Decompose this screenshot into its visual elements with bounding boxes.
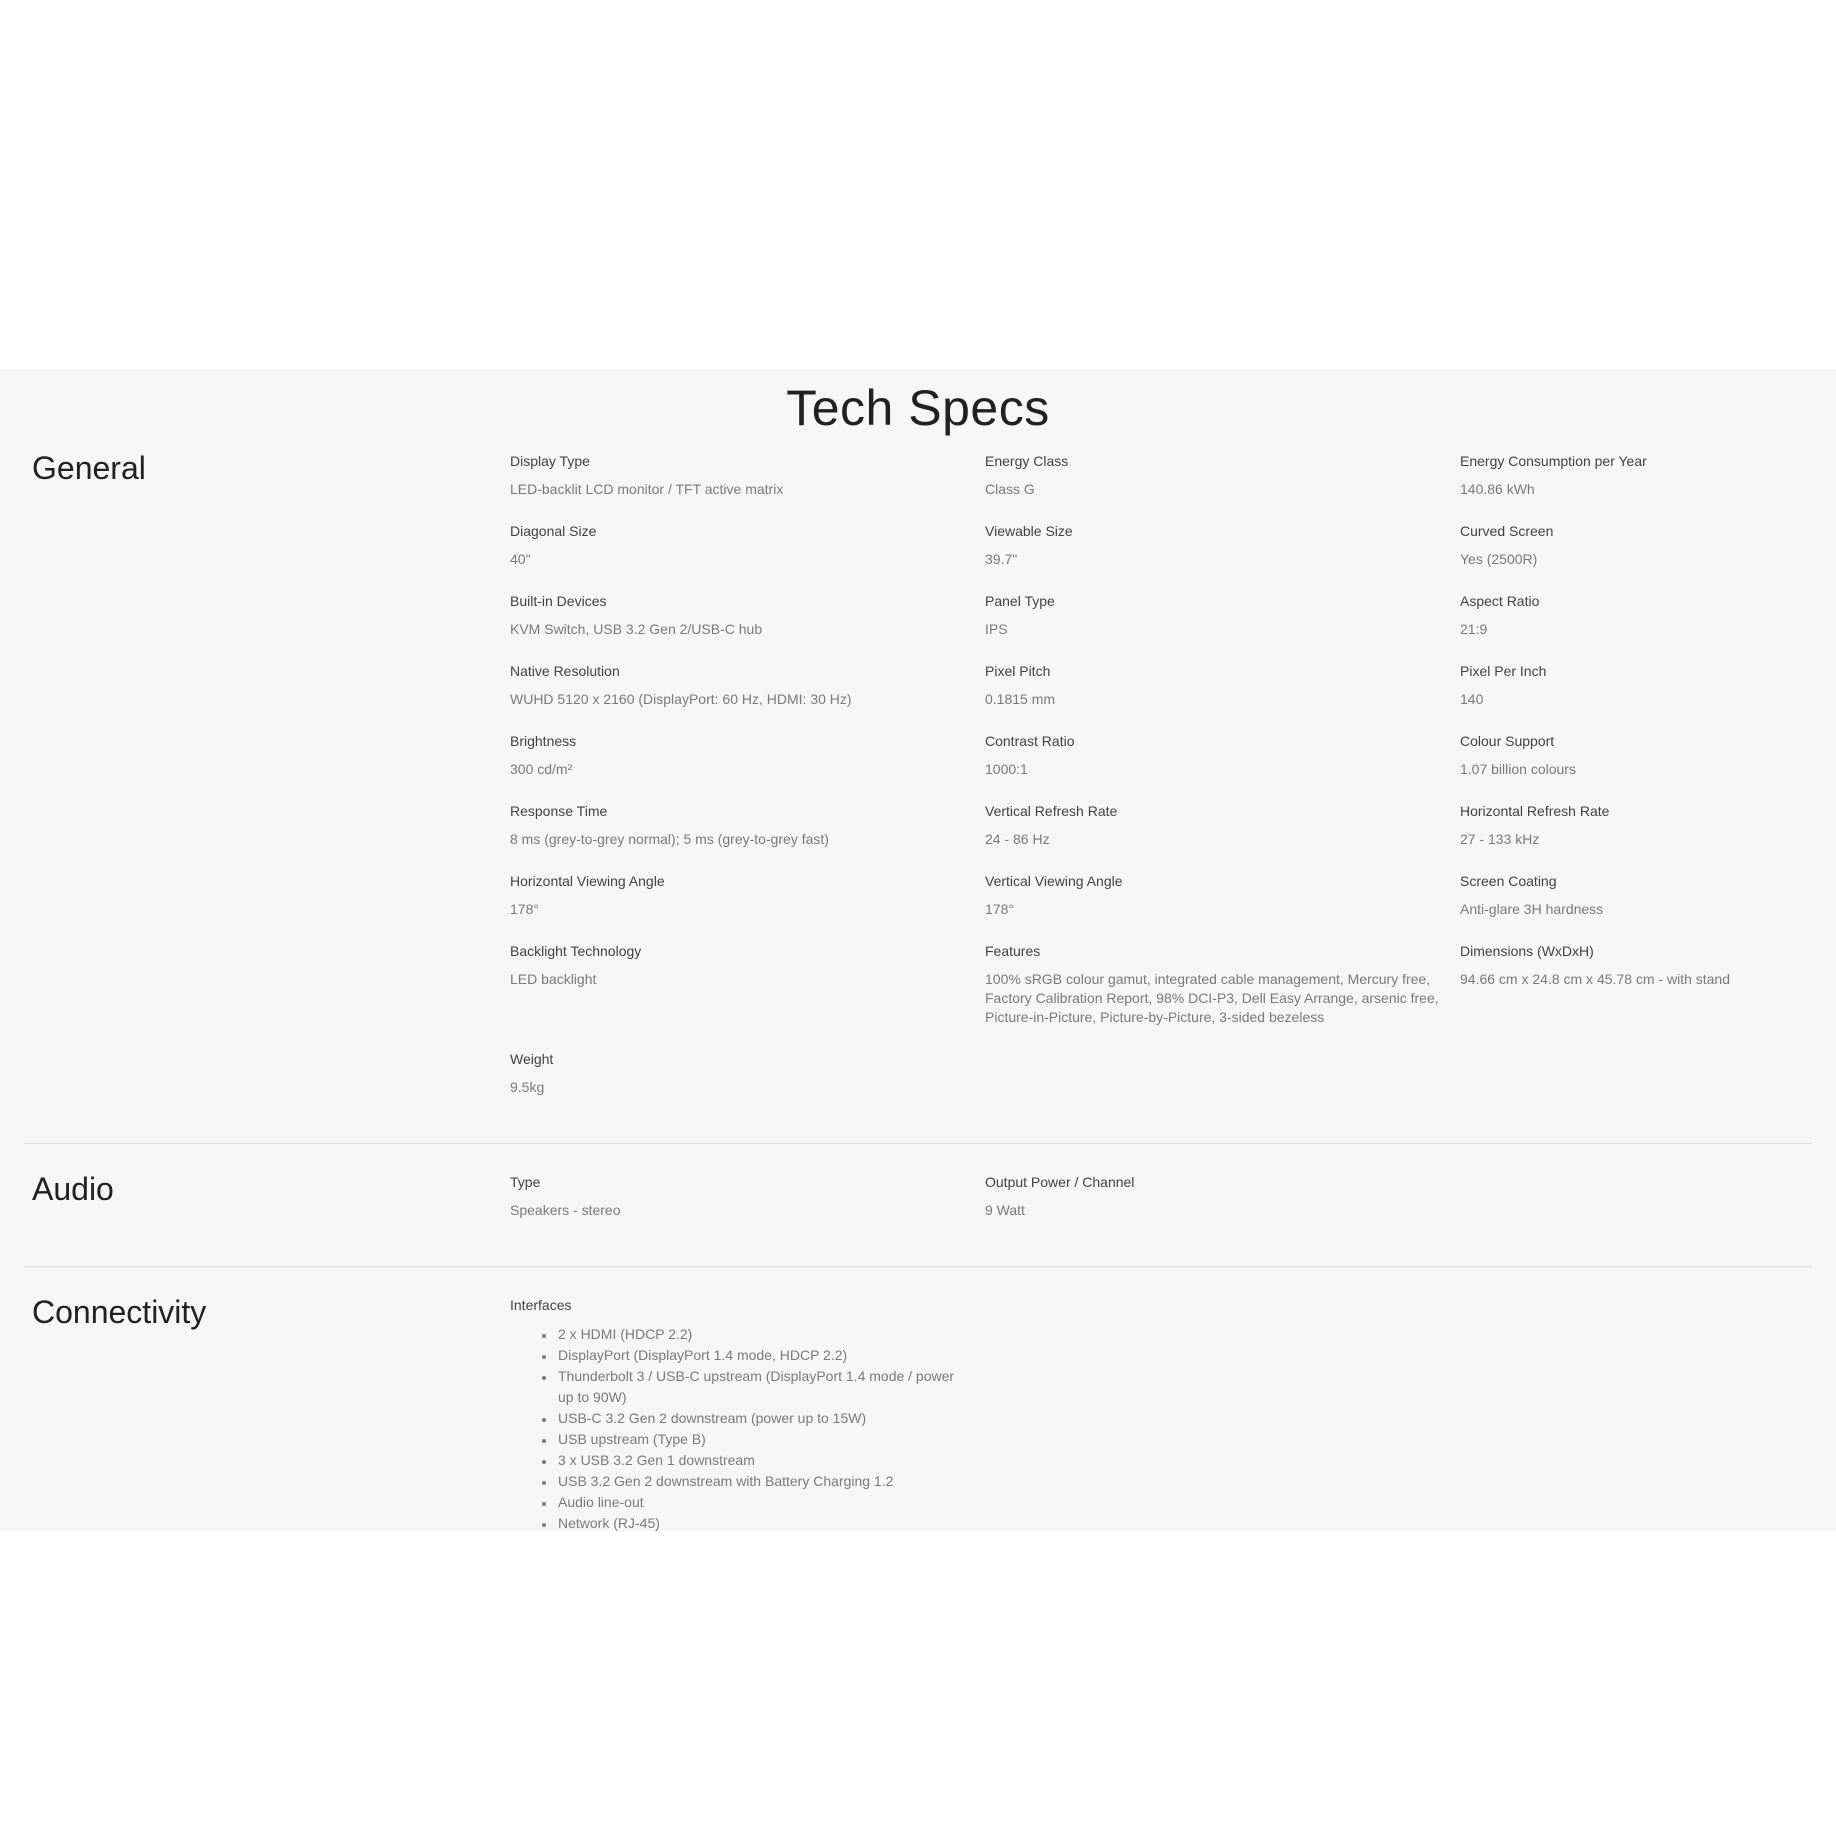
spec-value: 24 - 86 Hz: [985, 831, 1050, 847]
spec-label: Aspect Ratio: [1460, 593, 1540, 609]
spec-label: Features: [985, 943, 1041, 959]
spec-value: 40": [510, 551, 531, 567]
spec-item: [985, 941, 1460, 1027]
spec-value: IPS: [985, 621, 1008, 637]
spec-label: Output Power / Channel: [985, 1174, 1135, 1190]
spec-value: 1000:1: [985, 761, 1028, 777]
spec-item: [510, 1172, 985, 1220]
spec-label: Energy Class: [985, 453, 1069, 469]
spec-label: Contrast Ratio: [985, 733, 1075, 749]
spec-item: [985, 451, 1460, 499]
spec-label: Brightness: [510, 733, 577, 749]
spec-label: Horizontal Viewing Angle: [510, 873, 665, 889]
spec-label: Diagonal Size: [510, 523, 597, 539]
spec-label: Display Type: [510, 453, 590, 469]
spec-value: LED-backlit LCD monitor / TFT active matrix: [510, 481, 784, 497]
section-title-col: [0, 1295, 510, 1329]
spec-item: [985, 731, 1460, 779]
spec-value: 300 cd/m²: [510, 761, 573, 777]
spec-label: Viewable Size: [985, 523, 1073, 539]
page-title: Tech Specs: [786, 380, 1050, 436]
spec-item: [1460, 871, 1836, 919]
spec-item: [985, 801, 1460, 849]
spec-value: 140: [1460, 691, 1484, 707]
spec-item: [1460, 801, 1836, 849]
spec-label: Response Time: [510, 803, 608, 819]
spec-value: 140.86 kWh: [1460, 481, 1535, 497]
spec-item: [1460, 591, 1836, 639]
spec-value: 0.1815 mm: [985, 691, 1056, 707]
section-title-col: [0, 451, 510, 485]
spec-value: 9 Watt: [985, 1202, 1025, 1218]
interface-item: • Thunderbolt 3 / USB-C upstream (DisplayPort 1.4 mode / power up to 90W): [556, 1366, 971, 1408]
spec-label: Dimensions (WxDxH): [1460, 943, 1594, 959]
spec-grid: [510, 1295, 1836, 1531]
spec-label: Colour Support: [1460, 733, 1555, 749]
spec-value: KVM Switch, USB 3.2 Gen 2/USB-C hub: [510, 621, 763, 637]
spec-item: [510, 661, 985, 709]
spec-label: Energy Consumption per Year: [1460, 453, 1647, 469]
spec-item: [985, 871, 1460, 919]
spec-label: Interfaces: [510, 1297, 572, 1313]
spec-label: Type: [510, 1174, 541, 1190]
spec-value: 8 ms (grey-to-grey normal); 5 ms (grey-to-grey fast): [510, 831, 829, 847]
spec-label: Pixel Per Inch: [1460, 663, 1547, 679]
interface-item: • USB 3.2 Gen 2 downstream with Battery Charging 1.2: [556, 1471, 971, 1492]
spec-item: [985, 661, 1460, 709]
section-title: Audio: [32, 1171, 114, 1207]
interface-item: • USB upstream (Type B): [556, 1429, 971, 1450]
interface-item: • USB-C 3.2 Gen 2 downstream (power up to 15W): [556, 1408, 971, 1429]
interface-item: • 3 x USB 3.2 Gen 1 downstream: [556, 1450, 971, 1471]
spec-item: [1460, 521, 1836, 569]
spec-item: [510, 941, 985, 989]
spec-label: Pixel Pitch: [985, 663, 1051, 679]
spec-item: [985, 521, 1460, 569]
spec-value: 178°: [985, 901, 1014, 917]
spec-value: 100% sRGB colour gamut, integrated cable management, Mercury free, Factory Calibration Report, 98% DCI-P3, Dell Easy Arrange, arsenic free, Picture-in-Picture, Picture-by-Picture, 3-sided bezeless: [985, 971, 1439, 1025]
section-connectivity: [0, 1267, 1836, 1531]
tech-specs-panel: [0, 369, 1836, 1531]
section-title-col: [0, 1172, 510, 1206]
spec-item: [510, 591, 985, 639]
spec-value: 1.07 billion colours: [1460, 761, 1576, 777]
spec-value: 21:9: [1460, 621, 1488, 637]
spec-item: [510, 1049, 985, 1097]
section-title: Connectivity: [32, 1294, 207, 1330]
spec-value: 94.66 cm x 24.8 cm x 45.78 cm - with stand: [1460, 971, 1731, 987]
spec-label: Curved Screen: [1460, 523, 1554, 539]
section-general: [0, 451, 1836, 1143]
spec-label: Native Resolution: [510, 663, 620, 679]
spec-grid: [510, 1172, 1836, 1242]
spec-item: [510, 871, 985, 919]
spec-value: 39.7": [985, 551, 1018, 567]
spec-item: [510, 1295, 985, 1531]
spec-value: 178°: [510, 901, 539, 917]
spec-value: LED backlight: [510, 971, 597, 987]
spec-label: Vertical Viewing Angle: [985, 873, 1123, 889]
spec-item: [985, 1172, 1460, 1220]
sections-container: [0, 451, 1836, 1531]
spec-label: Panel Type: [985, 593, 1055, 609]
interface-item: • DisplayPort (DisplayPort 1.4 mode, HDCP 2.2): [556, 1345, 971, 1366]
spec-label: Weight: [510, 1051, 554, 1067]
spec-value: 9.5kg: [510, 1079, 545, 1095]
spec-item: [510, 521, 985, 569]
spec-item: [510, 731, 985, 779]
spec-item: [510, 801, 985, 849]
spec-value: Yes (2500R): [1460, 551, 1538, 567]
spec-grid: [510, 451, 1836, 1119]
interface-item: • Network (RJ-45): [556, 1513, 971, 1531]
spec-label: Screen Coating: [1460, 873, 1557, 889]
section-audio: [0, 1144, 1836, 1266]
interface-item: • 2 x HDMI (HDCP 2.2): [556, 1324, 971, 1345]
spec-value: WUHD 5120 x 2160 (DisplayPort: 60 Hz, HDMI: 30 Hz): [510, 691, 852, 707]
top-whitespace: [0, 0, 1836, 369]
spec-value: Anti-glare 3H hardness: [1460, 901, 1604, 917]
interface-list: [510, 1324, 971, 1531]
spec-item: [985, 591, 1460, 639]
section-title: General: [32, 450, 146, 486]
spec-value: Class G: [985, 481, 1035, 497]
spec-label: Vertical Refresh Rate: [985, 803, 1118, 819]
spec-item: [1460, 941, 1836, 989]
spec-value: 27 - 133 kHz: [1460, 831, 1540, 847]
spec-value: Speakers - stereo: [510, 1202, 621, 1218]
spec-label: Built-in Devices: [510, 593, 607, 609]
interface-item: • Audio line-out: [556, 1492, 971, 1513]
spec-label: Backlight Technology: [510, 943, 642, 959]
spec-item: [1460, 731, 1836, 779]
spec-item: [1460, 661, 1836, 709]
spec-label: Horizontal Refresh Rate: [1460, 803, 1610, 819]
spec-item: [1460, 451, 1836, 499]
spec-item: [510, 451, 985, 499]
